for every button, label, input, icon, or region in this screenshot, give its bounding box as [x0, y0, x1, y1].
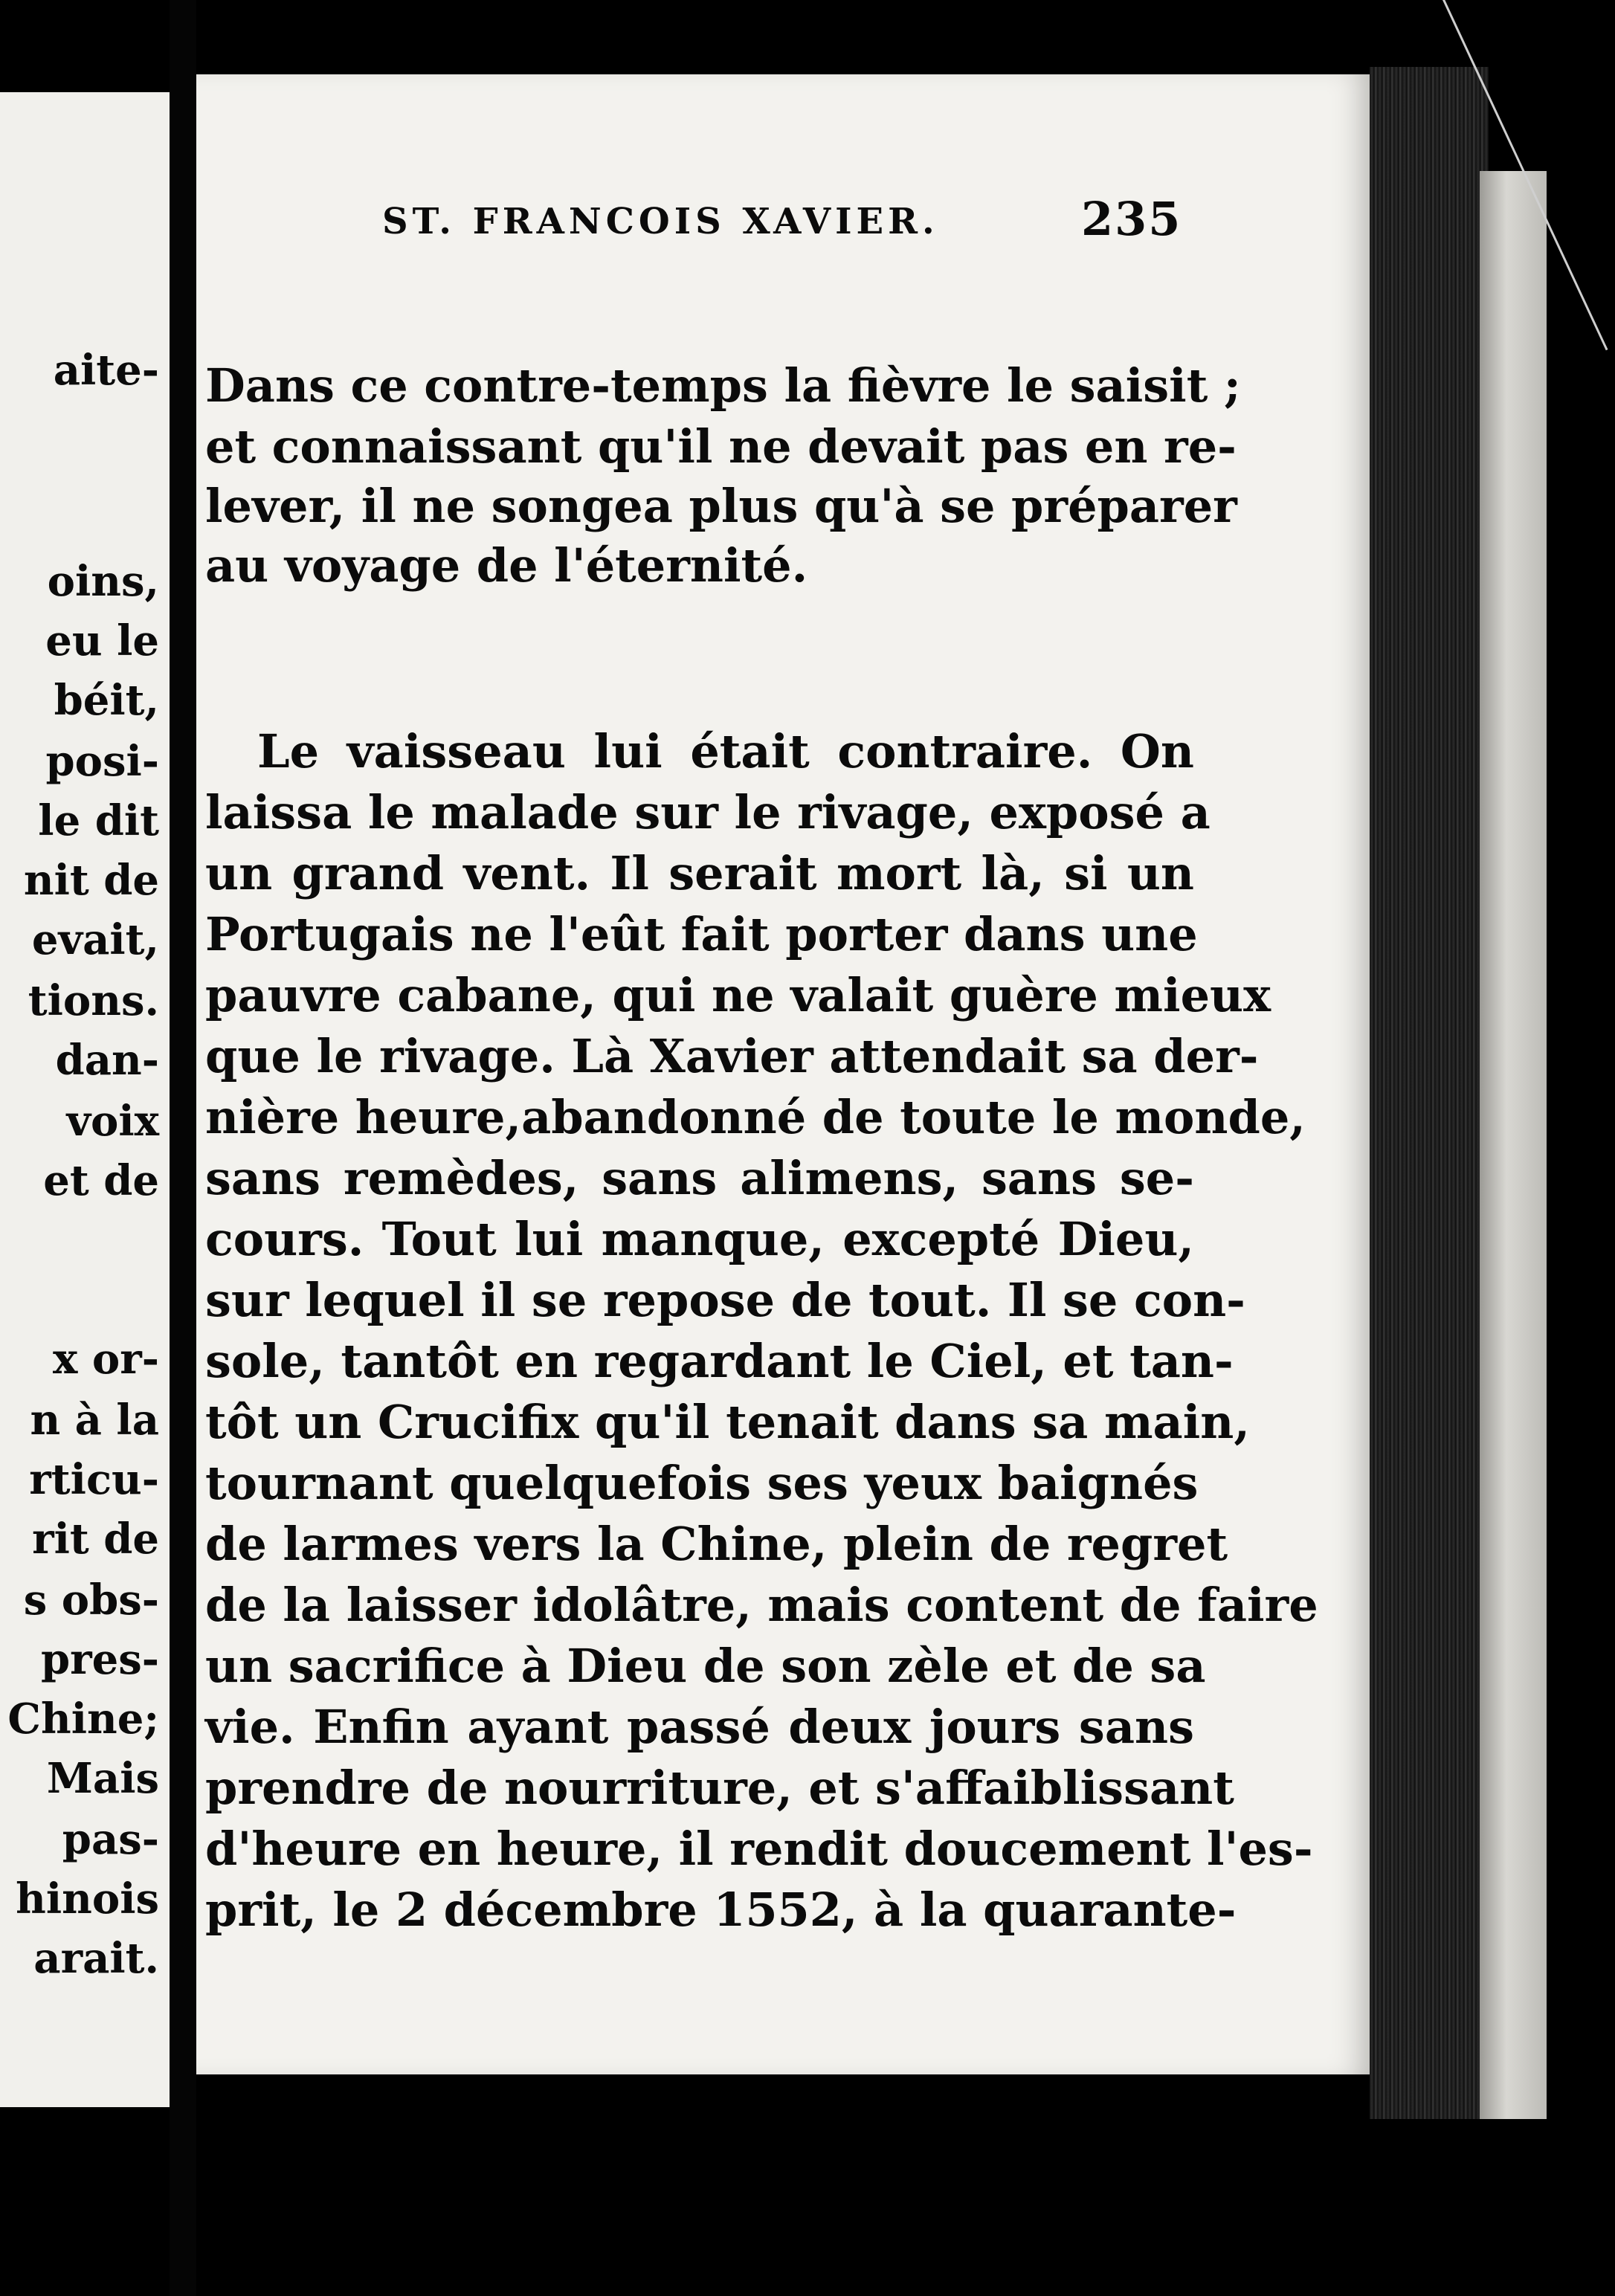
facing-page-line: n à la: [30, 1396, 159, 1445]
facing-page-line: tions.: [28, 976, 159, 1025]
running-head: ST. FRANCOIS XAVIER.: [382, 201, 939, 242]
facing-page-line: eu le: [45, 616, 159, 665]
text-line: au voyage de l'éternité.: [205, 538, 808, 593]
facing-page-line: aite-: [53, 346, 159, 395]
text-line: Le vaisseau lui était contraire. On: [257, 724, 1194, 778]
text-line: nière heure,abandonné de toute le monde,: [205, 1090, 1306, 1144]
facing-page-line: hinois: [16, 1874, 159, 1923]
page-number: 235: [1081, 192, 1182, 246]
facing-page-line: Chine;: [7, 1694, 159, 1744]
text-line: Dans ce contre-temps la fièvre le saisit ;: [205, 358, 1241, 413]
facing-page-line: arait.: [33, 1934, 159, 1983]
main-page: [196, 74, 1370, 2074]
facing-page-line: béit,: [54, 676, 159, 725]
text-line: de la laisser idolâtre, mais content de faire: [205, 1578, 1318, 1632]
text-line: sans remèdes, sans alimens, sans se-: [205, 1151, 1194, 1205]
facing-page-line: oins,: [47, 557, 159, 606]
facing-page-line: s obs-: [23, 1576, 159, 1625]
page-edge: [1480, 171, 1547, 2119]
text-line: laissa le malade sur le rivage, exposé a: [205, 785, 1211, 839]
text-line: sole, tantôt en regardant le Ciel, et tan-: [205, 1334, 1234, 1388]
text-line: et connaissant qu'il ne devait pas en re-: [205, 419, 1237, 474]
facing-page-line: pas-: [62, 1815, 159, 1864]
facing-page-line: posi-: [45, 737, 159, 786]
text-line: prit, le 2 décembre 1552, à la quarante-: [205, 1883, 1237, 1937]
text-line: cours. Tout lui manque, excepté Dieu,: [205, 1212, 1194, 1266]
facing-page-line: le dit: [38, 796, 159, 845]
text-line: Portugais ne l'eût fait porter dans une: [205, 907, 1198, 961]
facing-page-line: pres-: [40, 1635, 159, 1684]
text-line: d'heure en heure, il rendit doucement l'es-: [205, 1822, 1313, 1876]
facing-page: [0, 92, 170, 2107]
text-line: que le rivage. Là Xavier attendait sa der-: [205, 1029, 1259, 1083]
text-line: prendre de nourriture, et s'affaiblissant: [205, 1761, 1234, 1815]
text-line: vie. Enfin ayant passé deux jours sans: [205, 1700, 1194, 1754]
text-line: pauvre cabane, qui ne valait guère mieux: [205, 968, 1271, 1022]
text-line: de larmes vers la Chine, plein de regret: [205, 1517, 1228, 1571]
facing-page-line: evait,: [31, 915, 159, 964]
text-line: un grand vent. Il serait mort là, si un: [205, 846, 1194, 900]
facing-page-line: Mais: [46, 1754, 159, 1803]
text-line: tôt un Crucifix qu'il tenait dans sa main,: [205, 1395, 1250, 1449]
gutter: [170, 0, 196, 2296]
facing-page-line: nit de: [23, 856, 159, 905]
facing-page-line: rit de: [32, 1515, 159, 1564]
book-fore-edge: [1370, 67, 1489, 2119]
facing-page-line: voix: [66, 1097, 159, 1146]
text-line: tournant quelquefois ses yeux baignés: [205, 1456, 1199, 1510]
text-line: lever, il ne songea plus qu'à se préparer: [205, 479, 1237, 533]
facing-page-line: dan-: [55, 1036, 159, 1085]
facing-page-line: et de: [43, 1156, 159, 1205]
text-line: un sacrifice à Dieu de son zèle et de sa: [205, 1639, 1206, 1693]
facing-page-line: rticu-: [29, 1455, 159, 1504]
facing-page-line: x or-: [53, 1335, 159, 1384]
text-line: sur lequel il se repose de tout. Il se con-: [205, 1273, 1245, 1327]
